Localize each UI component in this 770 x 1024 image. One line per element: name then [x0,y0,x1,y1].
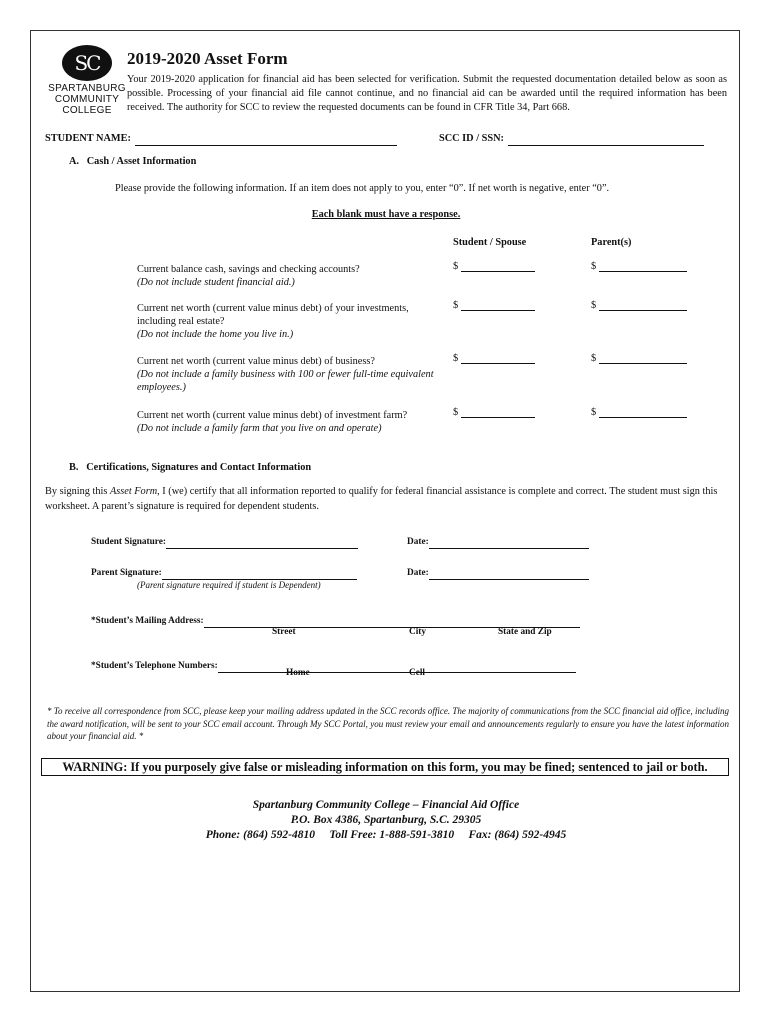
student-name-label: STUDENT NAME: [45,133,131,144]
asset-row-3: Current net worth (current value minus debt) of business? (Do not include a family business with 100 or fewer full-time equivalent employees.) [137,356,434,393]
student-name-field[interactable] [135,145,397,146]
telephone-label: *Student’s Telephone Numbers: [91,661,218,671]
student-date-field[interactable] [429,548,589,549]
parent-signature-note: (Parent signature required if student is Dependent) [137,580,321,590]
parent-date-label: Date: [407,568,429,578]
asset-row-1: Current balance cash, savings and checking accounts? (Do not include student financial aid.) [137,264,360,288]
logo-line-1: SPARTANBURG [48,83,126,94]
student-amount-3[interactable]: $ [453,353,535,364]
parent-signature-label: Parent Signature: [91,568,162,578]
parent-amount-4[interactable]: $ [591,407,687,418]
scc-id-field[interactable] [508,145,704,146]
warning-box: WARNING: If you purposely give false or misleading information on this form, you may be fined; sentenced to jail or both. [41,758,729,776]
state-zip-label: State and Zip [498,627,552,637]
student-date-label: Date: [407,537,429,547]
form-title: 2019-2020 Asset Form [127,49,288,68]
parent-amount-1[interactable]: $ [591,261,687,272]
instructions: Please provide the following information. If an item does not apply to you, enter “0”. If net worth is negative, enter “0”. [115,183,610,194]
home-label: Home [286,668,310,678]
asset-row-4: Current net worth (current value minus debt) of investment farm? (Do not include a family farm that you live on and operate) [137,410,408,434]
scc-logo-mark: SC [62,45,112,81]
mailing-address-label: *Student’s Mailing Address: [91,616,204,626]
asset-form-page [30,30,740,992]
student-amount-2[interactable]: $ [453,300,535,311]
col-student-spouse: Student / Spouse [453,237,527,248]
each-blank-note: Each blank must have a response. [311,209,461,220]
certification-text: By signing this Asset Form, I (we) certify that all information reported to qualify for federal financial assistance is complete and correct. The student must sign this worksheet. A parent’s signature is required for dependent students. [45,486,718,512]
asset-row-2: Current net worth (current value minus debt) of your investments, including real estate? (Do not include the home you live in.) [137,303,409,340]
contact-phones: Phone: (864) 592-4810 Toll Free: 1-888-591-3810 Fax: (864) 592-4945 [205,829,567,841]
student-signature-label: Student Signature: [91,537,166,547]
student-signature-field[interactable] [166,548,358,549]
city-label: City [409,627,427,637]
street-label: Street [272,627,296,637]
section-a-heading: A. Cash / Asset Information [69,156,197,167]
student-amount-4[interactable]: $ [453,407,535,418]
cell-label: Cell [409,668,426,678]
parent-amount-3[interactable]: $ [591,353,687,364]
intro-paragraph: Your 2019-2020 application for financial aid has been selected for verification. Submit the requested documentation detailed below as soon as possible. Processing of your financial aid file cannot continue, and no financial aid can be awarded until the required information has been received. The authority for SCC to review the requested documents can be found in CFR Title 34, Part 668. [127,74,727,113]
section-b-heading: B. Certifications, Signatures and Contact Information [69,462,312,473]
contact-office: Spartanburg Community College – Financial Aid Office [252,799,520,811]
parent-amount-2[interactable]: $ [591,300,687,311]
parent-date-field[interactable] [429,579,589,580]
scc-id-label: SCC ID / SSN: [439,133,504,144]
scc-logo [45,45,129,116]
correspondence-footnote: * To receive all correspondence from SCC, please keep your mailing address updated in the SCC records office. The majority of communications from the SCC financial aid office, including the award notification, will be sent to your SCC email account. Through My SCC Portal, you must review your email and announcements regularly to ensure you have the latest information about your financial aid. * [47,706,729,741]
logo-line-3: COLLEGE [62,105,112,116]
logo-line-2: COMMUNITY [54,94,120,105]
col-parents: Parent(s) [591,237,632,248]
telephone-field[interactable] [218,672,576,673]
student-amount-1[interactable]: $ [453,261,535,272]
contact-address: P.O. Box 4386, Spartanburg, S.C. 29305 [290,814,482,826]
